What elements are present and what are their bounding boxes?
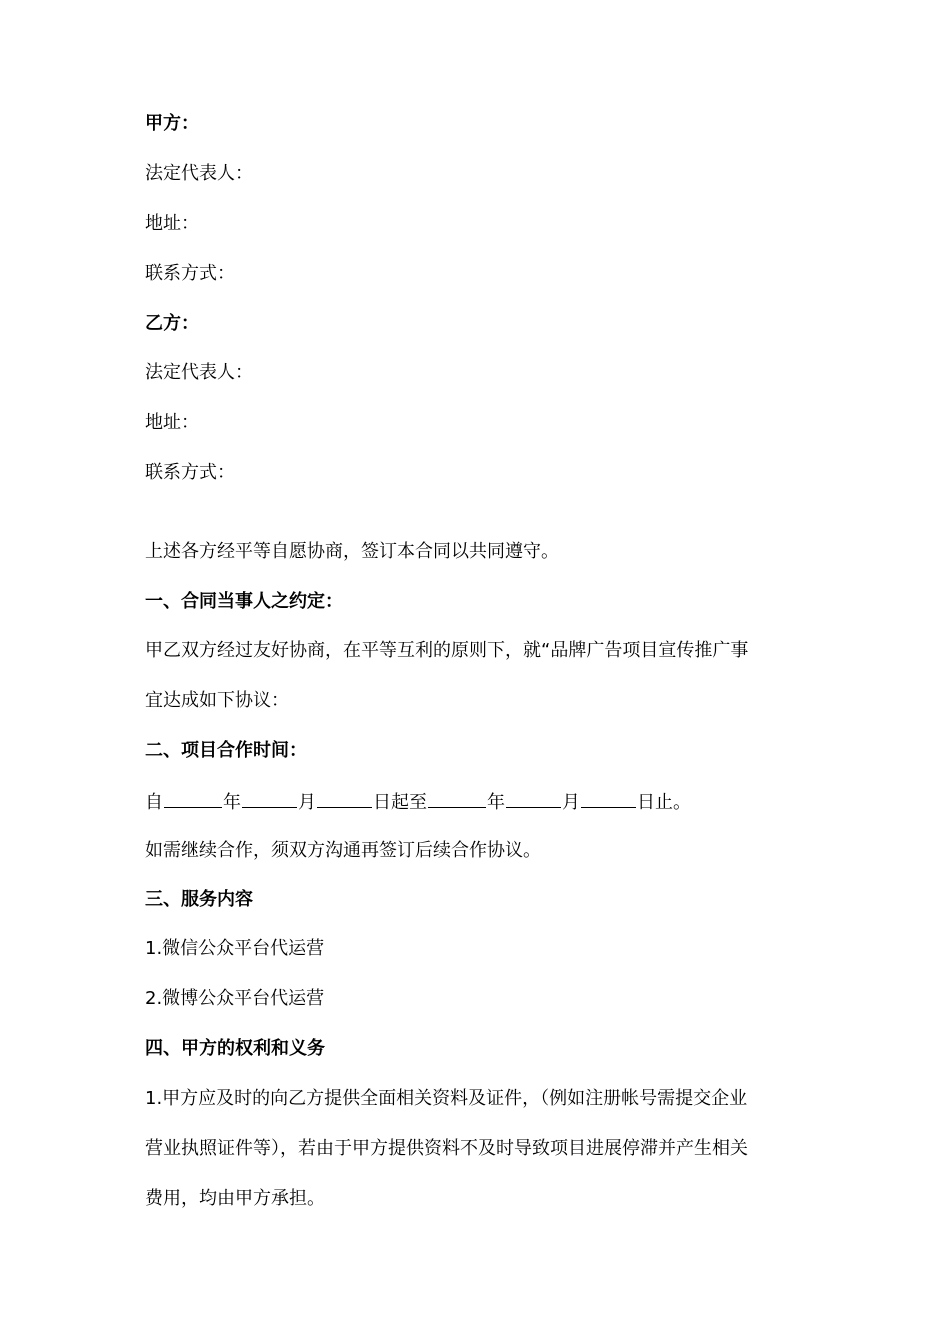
section2-date-line <box>145 789 691 815</box>
section2-note: 如需继续合作，须双方沟通再签订后续合作协议。 <box>145 840 541 861</box>
party-b-contact: 联系方式： <box>145 462 235 483</box>
section3-item1: 1.微信公众平台代运营 <box>145 938 325 959</box>
end-year-label: 年 <box>487 792 505 813</box>
end-day-blank <box>581 789 636 808</box>
section3-title: 三、服务内容 <box>145 889 253 910</box>
section1-body-line1: 甲乙双方经过友好协商，在平等互利的原则下，就“品牌广告项目宣传推广事 <box>145 640 749 661</box>
start-year-blank <box>164 789 222 808</box>
end-month-label: 月 <box>562 792 580 813</box>
start-month-blank <box>242 789 297 808</box>
section1-body-line2: 宜达成如下协议： <box>145 690 289 711</box>
party-a-contact: 联系方式： <box>145 263 235 284</box>
end-month-blank <box>506 789 561 808</box>
section4-item1-line1: 1.甲方应及时的向乙方提供全面相关资料及证件，（例如注册帐号需提交企业 <box>145 1088 748 1109</box>
section4-title: 四、甲方的权利和义务 <box>145 1038 325 1059</box>
party-a-address: 地址： <box>145 213 199 234</box>
section3-item2: 2.微博公众平台代运营 <box>145 988 325 1009</box>
date-from-label: 自 <box>145 792 163 813</box>
section4-item1-line2: 营业执照证件等），若由于甲方提供资料不及时导致项目进展停滞并产生相关 <box>145 1138 748 1159</box>
end-year-blank <box>428 789 486 808</box>
section2-title: 二、项目合作时间： <box>145 740 307 761</box>
party-b-representative: 法定代表人： <box>145 362 253 383</box>
start-month-label: 月 <box>298 792 316 813</box>
section1-title: 一、合同当事人之约定： <box>145 591 343 612</box>
section4-item1-line3: 费用，均由甲方承担。 <box>145 1188 325 1209</box>
party-b-address: 地址： <box>145 412 199 433</box>
party-a-heading: 甲方： <box>145 113 199 134</box>
start-day-label: 日起至 <box>373 792 427 813</box>
party-b-heading: 乙方： <box>145 313 199 334</box>
intro-paragraph: 上述各方经平等自愿协商，签订本合同以共同遵守。 <box>145 541 559 562</box>
party-a-representative: 法定代表人： <box>145 163 253 184</box>
start-year-label: 年 <box>223 792 241 813</box>
start-day-blank <box>317 789 372 808</box>
end-day-label: 日止。 <box>637 792 691 813</box>
